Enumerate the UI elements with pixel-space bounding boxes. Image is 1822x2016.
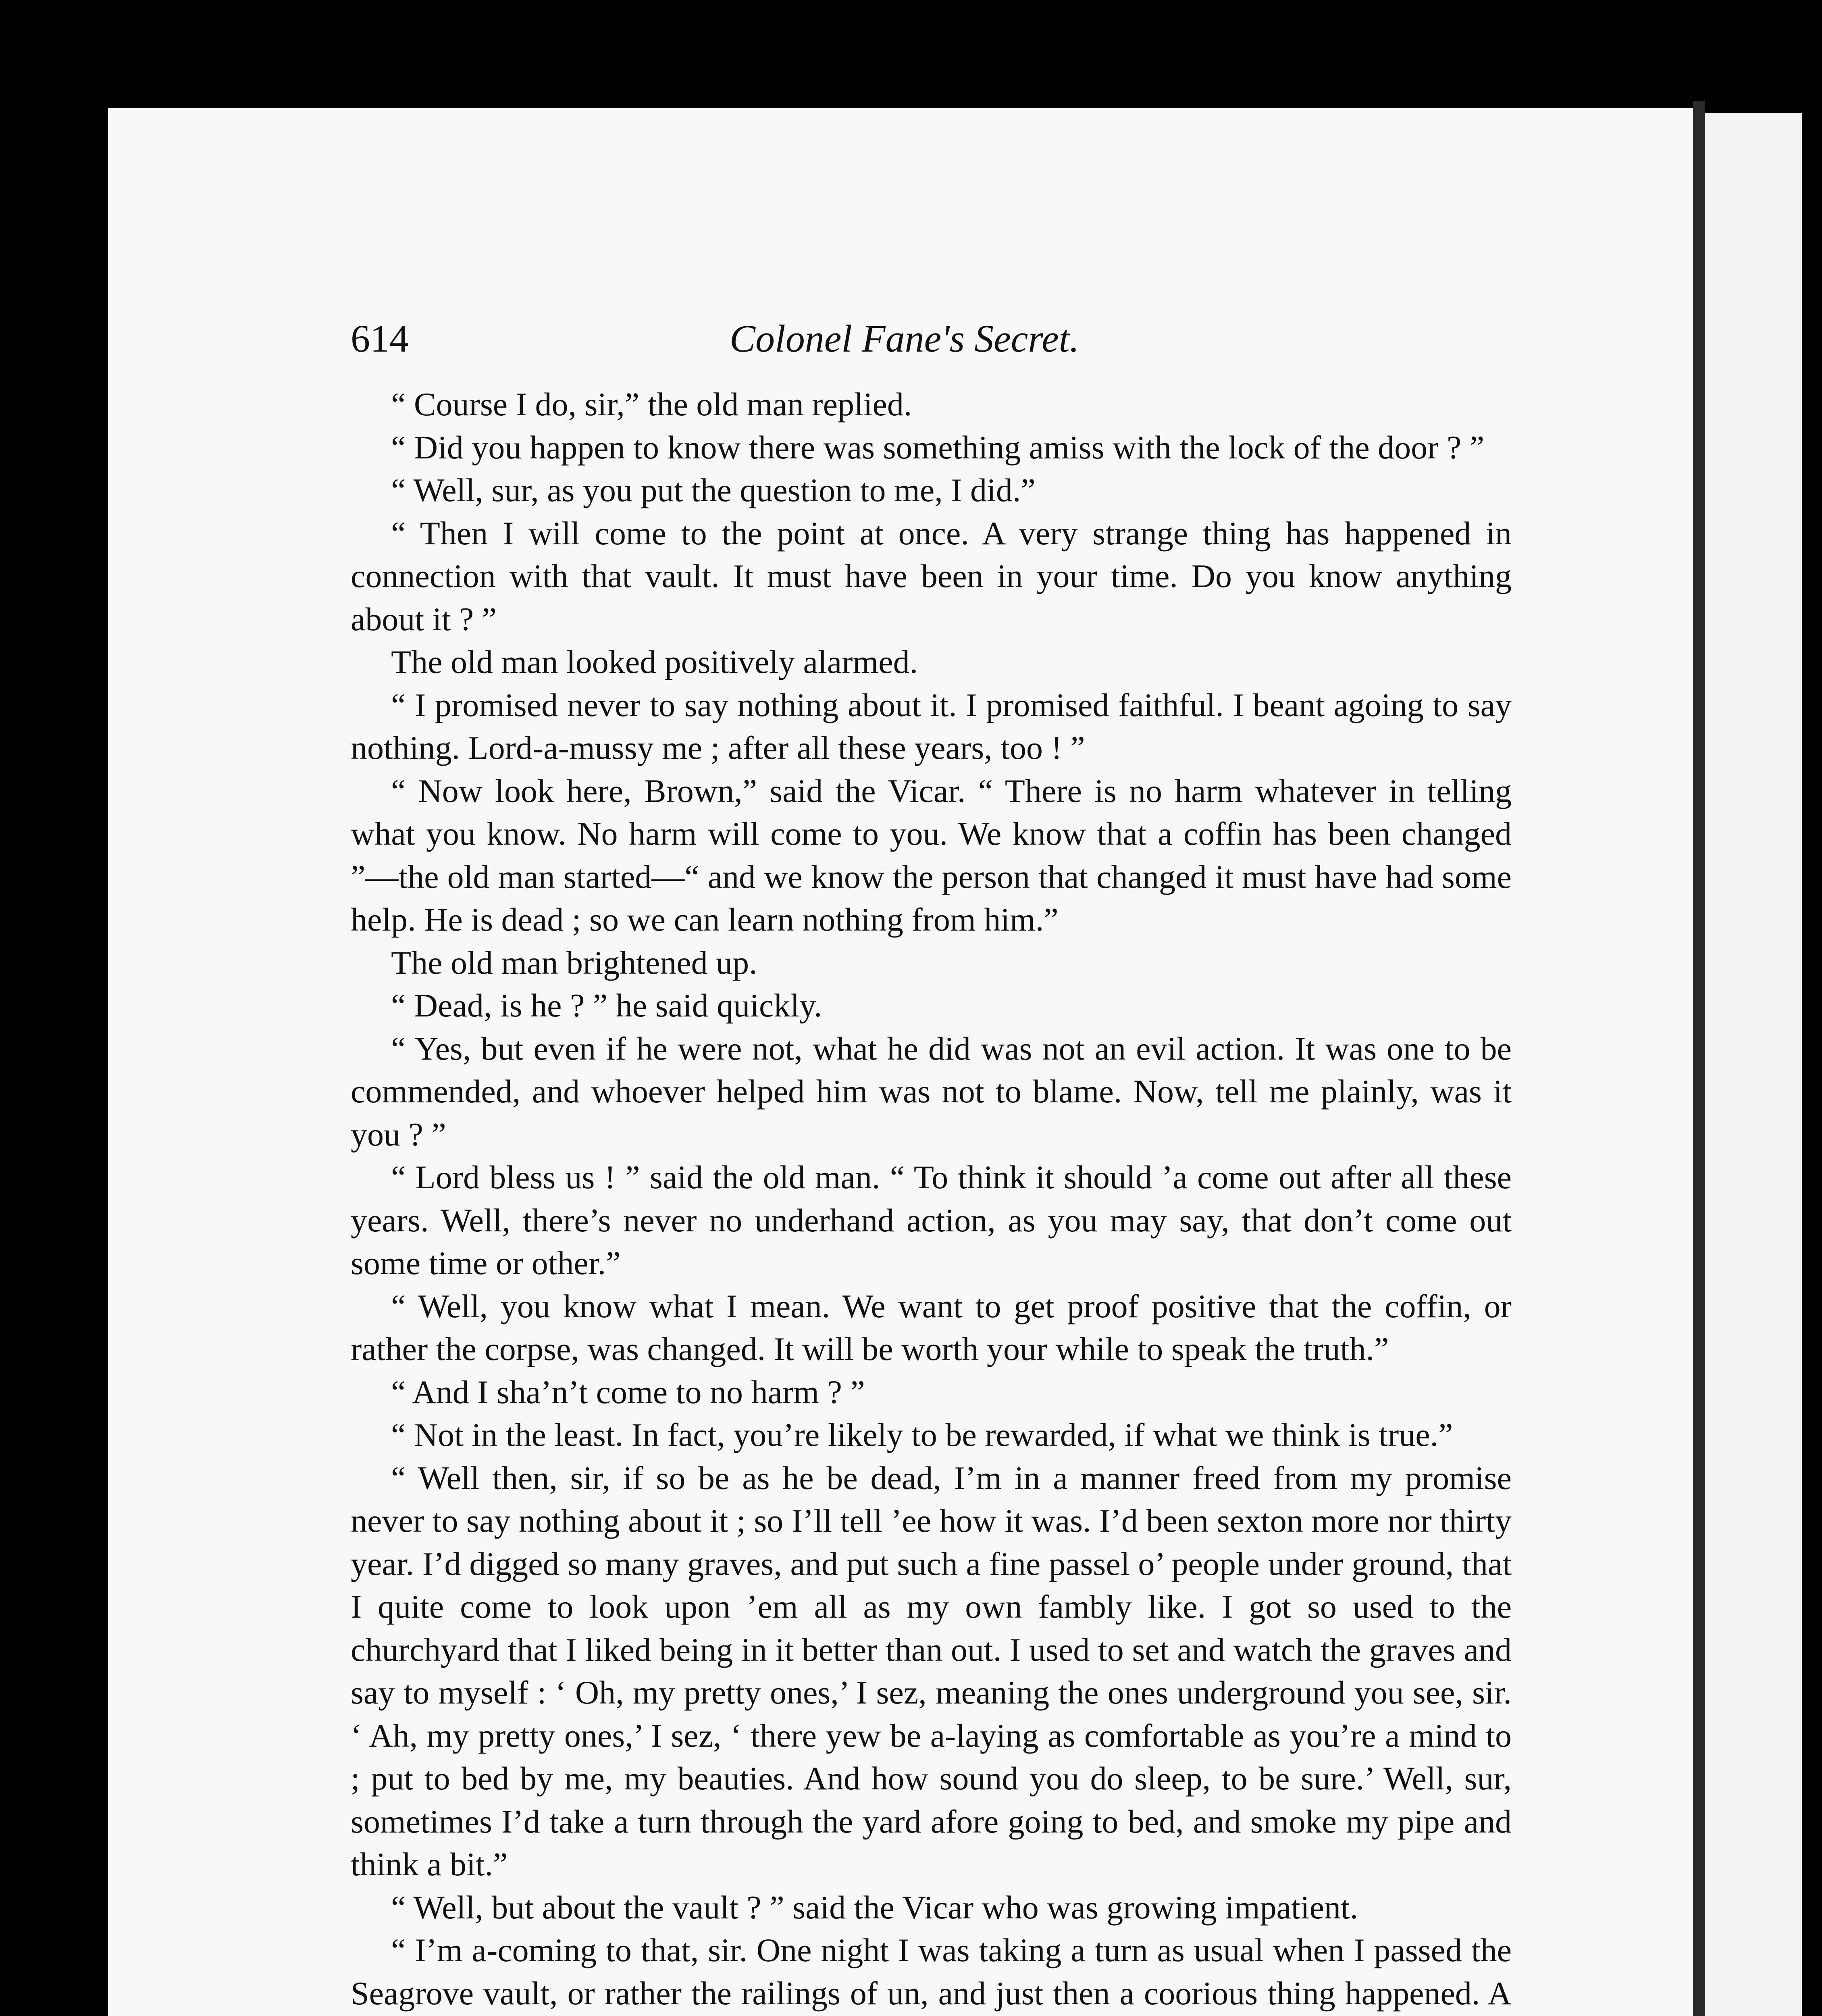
paragraph: “ Then I will come to the point at once. A very strange thing has happened in connection with that vault. It must have been in your time. Do you know anything about it ? ”	[351, 514, 1512, 637]
paragraph: “ Course I do, sir,” the old man replied.	[391, 386, 912, 423]
facing-page-edge	[1705, 113, 1802, 2016]
paragraph: The old man looked positively alarmed.	[391, 644, 918, 680]
paragraph: “ I promised never to say nothing about it. I promised faithful. I beant agoing to say nothing. Lord-a-mussy me ; after all these years, too ! ”	[351, 686, 1512, 766]
paragraph: The old man brightened up.	[391, 944, 757, 981]
paragraph: “ Well, but about the vault ? ” said the Vicar who was growing impatient.	[391, 1889, 1358, 1926]
body-text	[351, 383, 1512, 2016]
paragraph: “ Yes, but even if he were not, what he did was not an evil action. It was one to be commended, and whoever helped him was not to blame. Now, tell me plainly, was it you ? ”	[351, 1030, 1512, 1153]
paragraph: “ Well, sur, as you put the question to me, I did.”	[391, 472, 1036, 508]
paragraph: “ I’m a-coming to that, sir. One night I was taking a turn as usual when I passed the Seagrove vault, or rather the railings of un, and just then a coorious thing happened. A	[351, 1932, 1512, 2012]
page-edge-shadow	[1693, 101, 1705, 2016]
paragraph: “ And I sha’n’t come to no harm ? ”	[391, 1373, 865, 1410]
paragraph: “ Now look here, Brown,” said the Vicar. “ There is no harm whatever in telling what you know. No harm will come to you. We know that a coffin has been changed ”—the old man started—“ and we know the person that changed it must have had some help. He is dead ; so we can learn nothing from him.”	[351, 772, 1512, 938]
paragraph: “ Did you happen to know there was something amiss with the lock of the door ? ”	[391, 429, 1485, 466]
paragraph: “ Lord bless us ! ” said the old man. “ To think it should ’a come out after all these years. Well, there’s never no underhand action, as you may say, that don’t come out some time or other.”	[351, 1159, 1512, 1281]
paragraph: “ Dead, is he ? ” he said quickly.	[391, 987, 822, 1024]
running-title: Colonel Fane's Secret.	[730, 317, 1079, 360]
paragraph: “ Not in the least. In fact, you’re likely to be rewarded, if what we think is true.”	[391, 1416, 1453, 1453]
paragraph: “ Well, you know what I mean. We want to get proof positive that the coffin, or rather the corpse, was changed. It will be worth your while to speak the truth.”	[351, 1287, 1512, 1367]
page-number: 614	[351, 317, 409, 360]
page-header	[351, 306, 1556, 371]
paragraph: “ Well then, sir, if so be as he be dead, I’m in a manner freed from my promise never to say nothing about it ; so I’ll tell ’ee how it was. I’d been sexton more nor thirty year. I’d digged so many graves, and put such a fine passel o’ people under ground, that I quite come to look upon ’em all as my own fambly like. I got so used to the churchyard that I liked being in it better than out. I used to set and watch the graves and say to myself : ‘ Oh, my pretty ones,’ I sez, meaning the ones underground you see, sir. ‘ Ah, my pretty ones,’ I sez, ‘ there yew be a-laying as comfortable as you’re a mind to ; put to bed by me, my beauties. And how sound you do sleep, to be sure.’ Well, sur, sometimes I’d take a turn through the yard afore going to bed, and smoke my pipe and think a bit.”	[351, 1459, 1512, 1883]
